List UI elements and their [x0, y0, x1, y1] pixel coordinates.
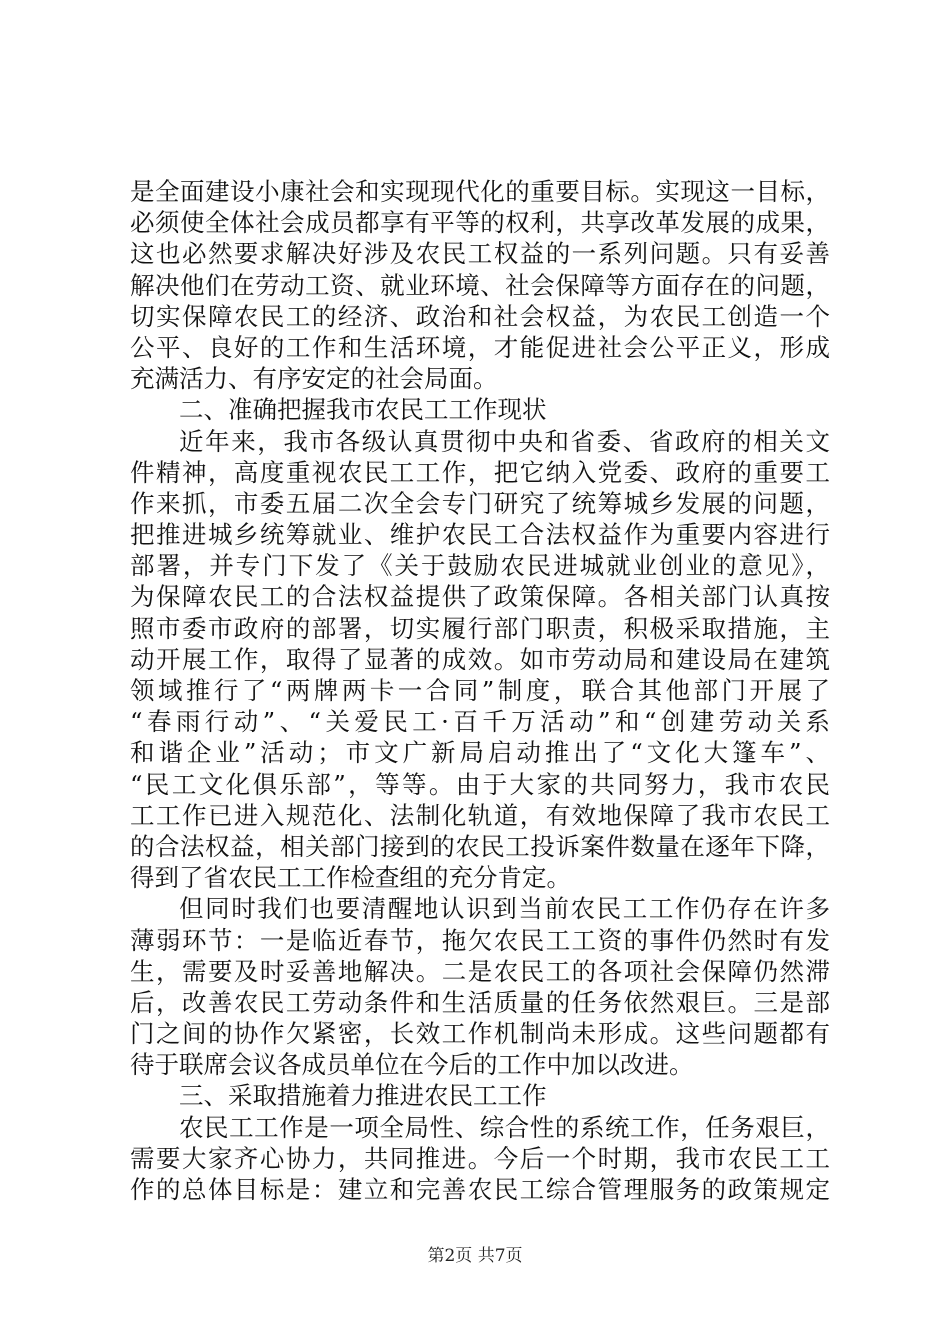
- text-line: “民工文化俱乐部”，等等。由于大家的共同努力，我市农民: [130, 769, 830, 799]
- text-line: 作的总体目标是：建立和完善农民工综合管理服务的政策规定: [130, 1175, 830, 1204]
- text-line: 但同时我们也要清醒地认识到当前农民工工作仍存在许多: [179, 894, 830, 924]
- text-line: 充满活力、有序安定的社会局面。: [130, 364, 498, 394]
- section-heading: 二、准确把握我市农民工工作现状: [179, 395, 547, 425]
- text-line: 农民工工作是一项全局性、综合性的系统工作，任务艰巨，: [179, 1112, 830, 1142]
- page-footer: 第2页 共7页: [427, 1246, 523, 1266]
- text-line: 需要大家齐心协力，共同推进。今后一个时期，我市农民工工: [130, 1143, 830, 1173]
- text-line: “春雨行动”、“关爱民工·百千万活动”和“创建劳动关系: [130, 707, 830, 737]
- text-line: 待于联席会议各成员单位在今后的工作中加以改进。: [130, 1050, 694, 1080]
- text-line: 公平、良好的工作和生活环境，才能促进社会公平正义，形成: [130, 332, 830, 362]
- text-line: 为保障农民工的合法权益提供了政策保障。各相关部门认真按: [130, 582, 830, 612]
- text-line: 切实保障农民工的经济、政治和社会权益，为农民工创造一个: [130, 301, 830, 331]
- text-line: 生，需要及时妥善地解决。二是农民工的各项社会保障仍然滞: [130, 956, 830, 986]
- document-body: [130, 176, 830, 1205]
- text-line: 近年来，我市各级认真贯彻中央和省委、省政府的相关文: [179, 426, 830, 456]
- text-line: 是全面建设小康社会和实现现代化的重要目标。实现这一目标，: [130, 177, 830, 206]
- text-line: 照市委市政府的部署，切实履行部门职责，积极采取措施，主: [130, 613, 830, 643]
- text-line: 薄弱环节：一是临近春节，拖欠农民工工资的事件仍然时有发: [130, 925, 830, 955]
- text-line: 作来抓，市委五届二次全会专门研究了统筹城乡发展的问题，: [130, 488, 830, 518]
- text-line: 部署，并专门下发了《关于鼓励农民进城就业创业的意见》，: [130, 551, 830, 581]
- text-line: 得到了省农民工工作检查组的充分肯定。: [130, 863, 571, 893]
- text-line: 把推进城乡统筹就业、维护农民工合法权益作为重要内容进行: [130, 520, 830, 550]
- text-line: 的合法权益，相关部门接到的农民工投诉案件数量在逐年下降，: [130, 831, 830, 861]
- text-line: 门之间的协作欠紧密，长效工作机制尚未形成。这些问题都有: [130, 1019, 830, 1049]
- text-line: 件精神，高度重视农民工工作，把它纳入党委、政府的重要工: [130, 457, 830, 487]
- text-line: 动开展工作，取得了显著的成效。如市劳动局和建设局在建筑: [130, 644, 830, 674]
- section-heading: 三、采取措施着力推进农民工工作: [179, 1081, 547, 1111]
- text-line: 这也必然要求解决好涉及农民工权益的一系列问题。只有妥善: [130, 239, 830, 269]
- text-line: 必须使全体社会成员都享有平等的权利，共享改革发展的成果，: [130, 208, 830, 238]
- text-line: 领域推行了“两牌两卡一合同”制度，联合其他部门开展了: [130, 676, 830, 705]
- text-line: 和谐企业”活动；市文广新局启动推出了“文化大篷车”、: [130, 738, 830, 768]
- text-line: 后，改善农民工劳动条件和生活质量的任务依然艰巨。三是部: [130, 987, 830, 1017]
- text-line: 解决他们在劳动工资、就业环境、社会保障等方面存在的问题，: [130, 270, 830, 300]
- text-line: 工工作已进入规范化、法制化轨道，有效地保障了我市农民工: [130, 800, 830, 830]
